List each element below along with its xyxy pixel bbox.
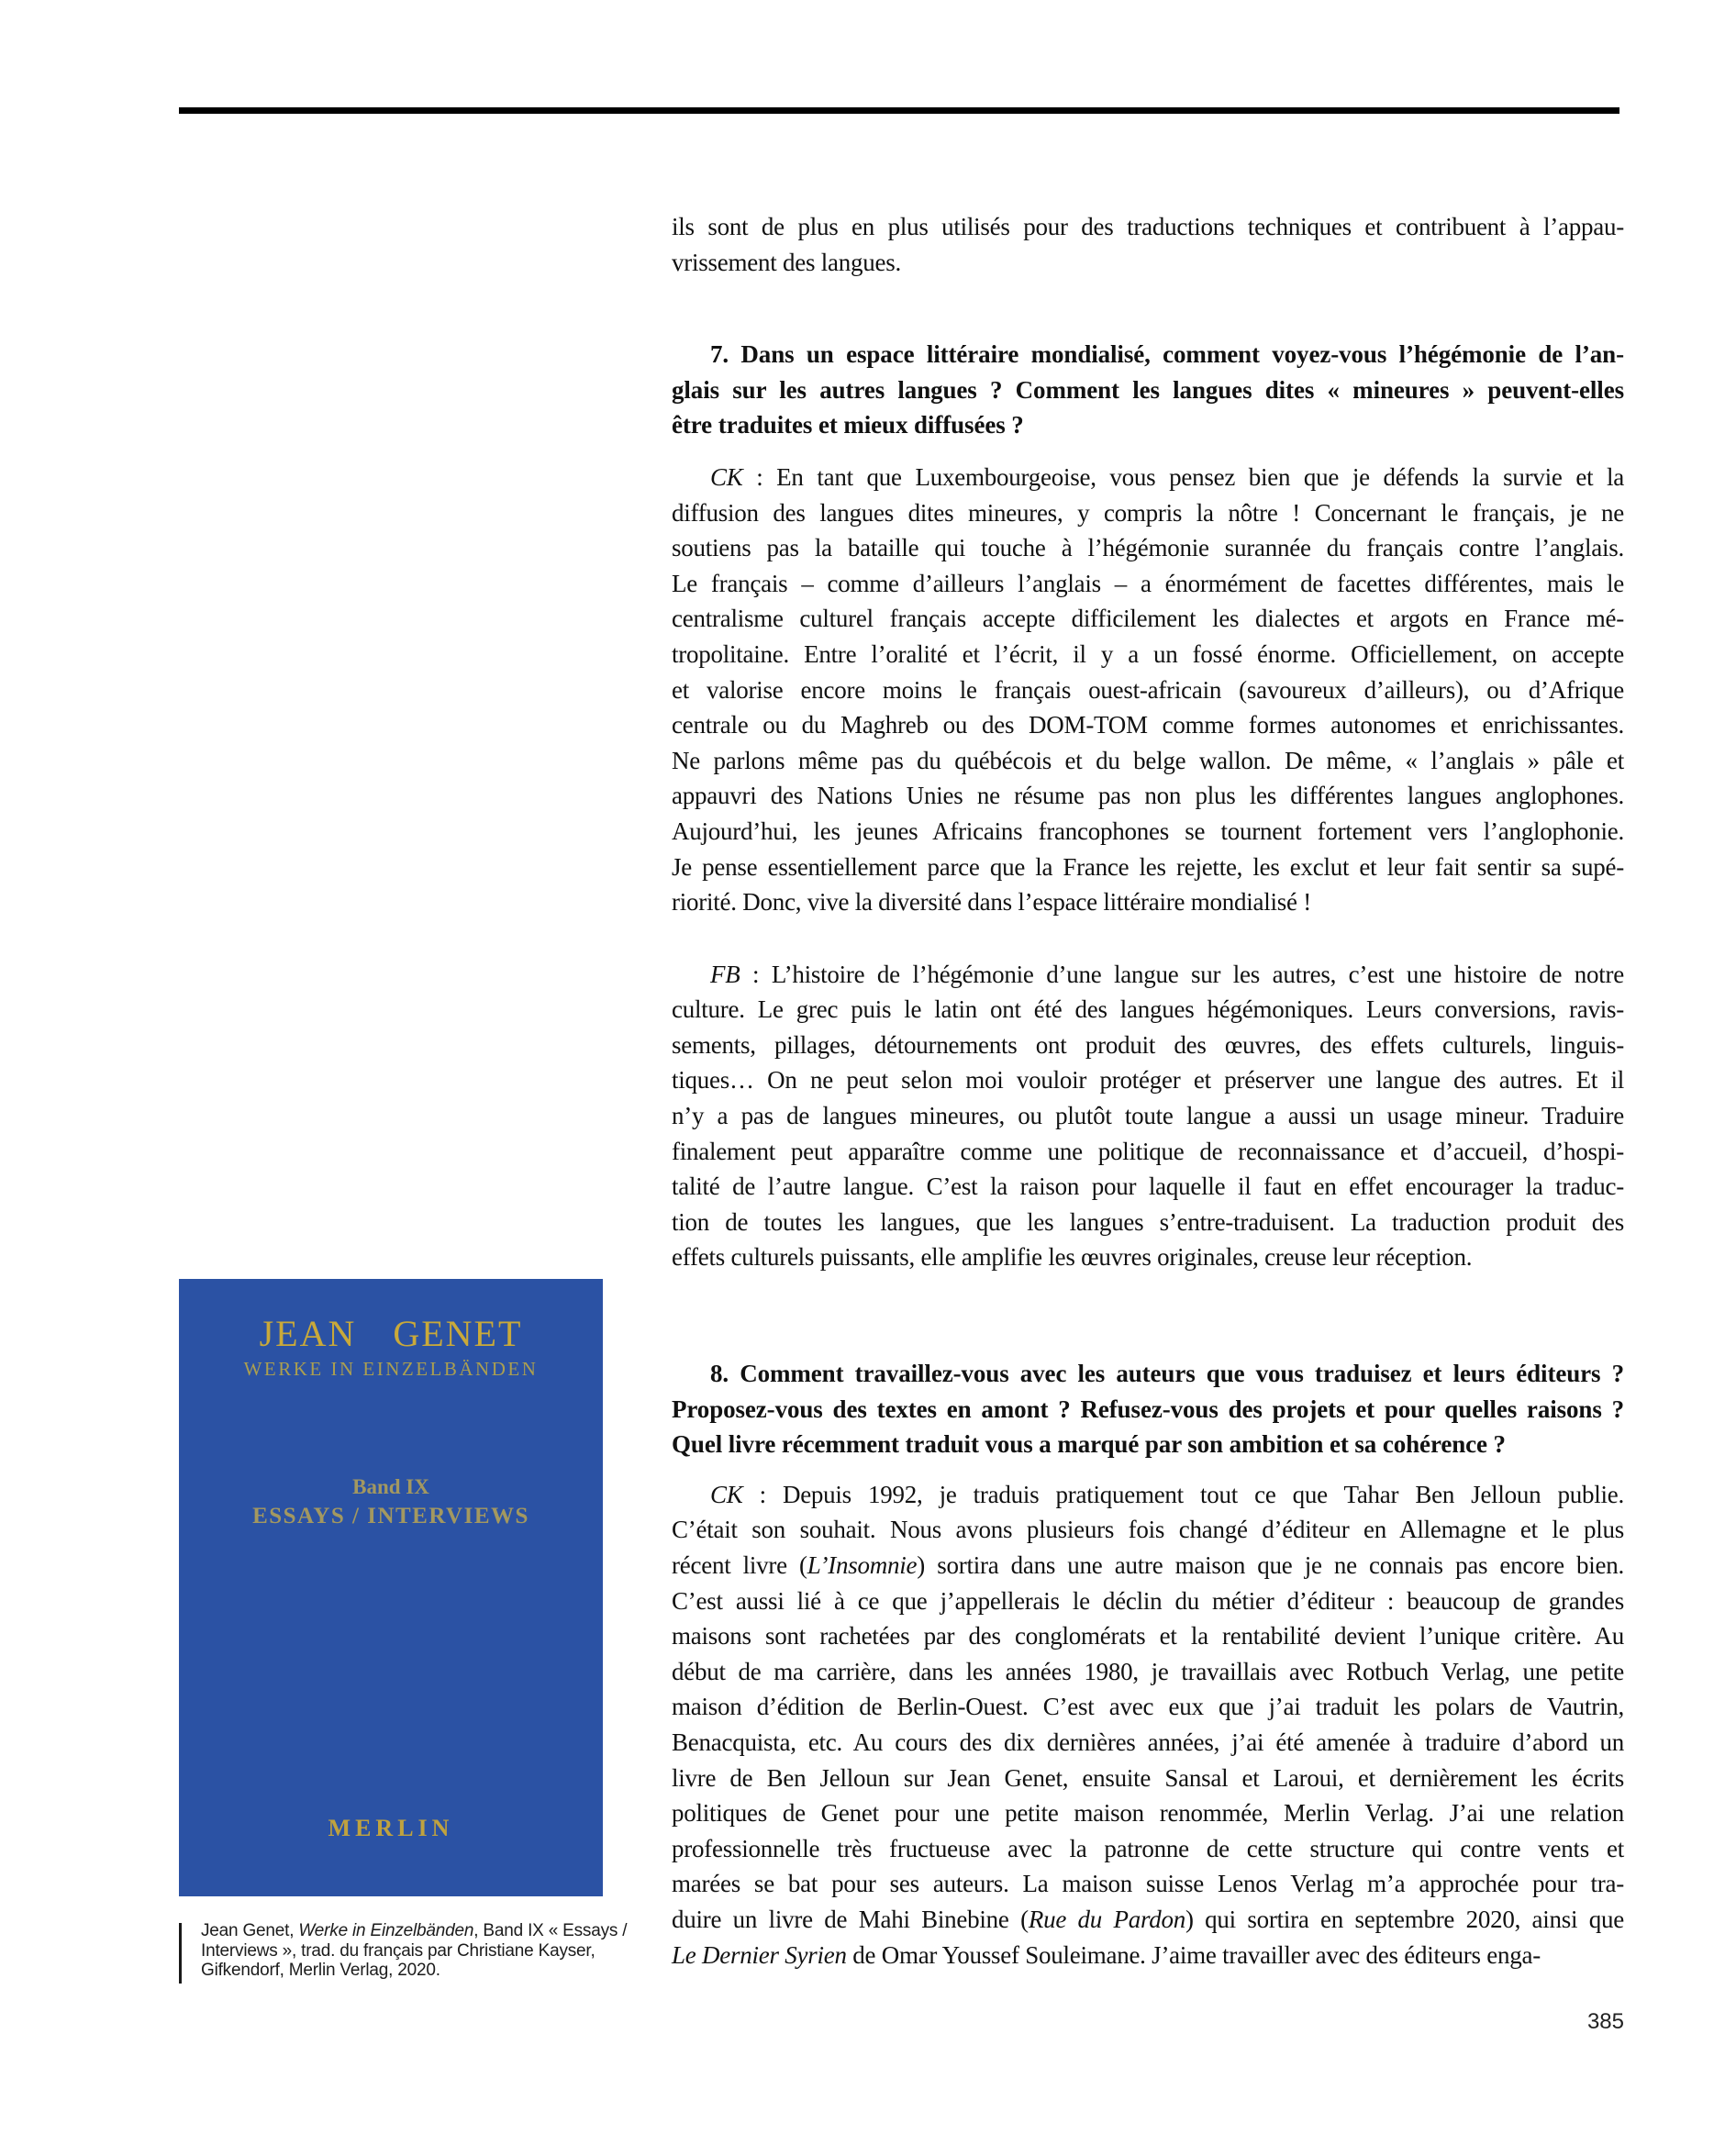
paragraph-line: vrissement des langues. xyxy=(672,248,901,276)
paragraph-line: professionnelle très fructueuse avec la patronne de cette structure qui contre vents et xyxy=(672,1834,1624,1862)
figure-caption xyxy=(201,1921,632,1981)
question-line: glais sur les autres langues ? Comment les langues dites « mineures » peuvent-elles xyxy=(672,375,1624,404)
paragraph-line: culture. Le grec puis le latin ont été des langues hégémoniques. Leurs conversions, ravis- xyxy=(672,995,1624,1024)
paragraph-line: riorité. Donc, vive la diversité dans l’espace littéraire mondialisé ! xyxy=(672,888,1311,917)
paragraph-line: n’y a pas de langues mineures, ou plutôt toute langue a aussi un usage mineur. Traduire xyxy=(672,1102,1624,1130)
paragraph-line: appauvri des Nations Unies ne résume pas non plus les différentes langues anglophones. xyxy=(672,782,1624,810)
cover-series-title: ESSAYS / INTERVIEWS xyxy=(252,1504,529,1528)
paragraph-line: FB : L’histoire de l’hégémonie d’une langue sur les autres, c’est une histoire de notre xyxy=(710,960,1624,988)
paragraph-line: talité de l’autre langue. C’est la raison pour laquelle il faut en effet encourager la traduc- xyxy=(672,1172,1624,1201)
cover-subtitle: WERKE IN EINZELBÄNDEN xyxy=(243,1358,539,1380)
question-line: Proposez-vous des textes en amont ? Refusez-vous des projets et pour quelles raisons ? xyxy=(672,1395,1624,1423)
paragraph-line: Ne parlons même pas du québécois et du belge wallon. De même, « l’anglais » pâle et xyxy=(672,746,1624,774)
answer-paragraph xyxy=(672,1477,1624,1973)
paragraph-line: CK : Depuis 1992, je traduis pratiquement tout ce que Tahar Ben Jelloun publie. xyxy=(710,1480,1624,1508)
paragraph-line: Le Dernier Syrien de Omar Youssef Souleimane. J’aime travailler avec des éditeurs enga- xyxy=(672,1940,1541,1969)
paragraph-line: tropolitaine. Entre l’oralité et l’écrit, il y a un fossé énorme. Officiellement, on accepte xyxy=(672,639,1624,668)
paragraph-line: politiques de Genet pour une petite maison renommée, Merlin Verlag. J’ai une relation xyxy=(672,1799,1624,1828)
paragraph-line: effets culturels puissants, elle amplifie les œuvres originales, creuse leur réception. xyxy=(672,1243,1473,1272)
paragraph-line: centralisme culturel français accepte difficilement les dialectes et argots en France mé- xyxy=(672,605,1624,633)
paragraph-line: CK : En tant que Luxembourgeoise, vous pensez bien que je défends la survie et la xyxy=(710,462,1624,491)
cover-title: JEAN GENET xyxy=(259,1313,523,1354)
article-text-column xyxy=(672,209,1624,1973)
caption-line: Interviews », trad. du français par Christiane Kayser, xyxy=(201,1940,595,1961)
paragraph-line: livre de Ben Jelloun sur Jean Genet, ensuite Sansal et Laroui, et dernièrement les écrits xyxy=(672,1763,1624,1792)
caption-line: Gifkendorf, Merlin Verlag, 2020. xyxy=(201,1961,440,1980)
paragraph-line: maisons sont rachetées par des conglomérats et la rentabilité devient l’unique critère. Au xyxy=(672,1622,1624,1650)
cover-publisher: MERLIN xyxy=(328,1815,454,1841)
paragraph-line: maison d’édition de Berlin-Ouest. C’est avec eux que j’ai traduit les polars de Vautrin, xyxy=(672,1693,1624,1721)
answer-paragraph xyxy=(672,209,1624,280)
paragraph-line: ils sont de plus en plus utilisés pour des traductions techniques et contribuent à l’appau- xyxy=(672,213,1624,240)
paragraph-line: C’est aussi lié à ce que j’appellerais le déclin du métier d’éditeur : beaucoup de grandes xyxy=(672,1586,1624,1615)
page-number: 385 xyxy=(1586,2009,1624,2034)
question-line: 7. Dans un espace littéraire mondialisé, comment voyez-vous l’hégémonie de l’an- xyxy=(710,340,1624,369)
paragraph-line: centrale ou du Maghreb ou des DOM-TOM comme formes autonomes et enrichissantes. xyxy=(672,711,1624,739)
paragraph-line: début de ma carrière, dans les années 1980, je travaillais avec Rotbuch Verlag, une petite xyxy=(672,1657,1624,1685)
question-line: être traduites et mieux diffusées ? xyxy=(672,411,1024,439)
top-rule xyxy=(179,107,1619,114)
paragraph-line: tiques… On ne peut selon moi vouloir protéger et préserver une langue des autres. Et il xyxy=(672,1066,1624,1095)
cover-band-number: Band IX xyxy=(352,1475,429,1498)
paragraph-line: soutiens pas la bataille qui touche à l’hégémonie surannée du français contre l’anglais. xyxy=(672,534,1624,562)
paragraph-line: C’était son souhait. Nous avons plusieurs fois changé d’éditeur en Allemagne et le plus xyxy=(672,1516,1624,1544)
question-line: Quel livre récemment traduit vous a marqué par son ambition et sa cohérence ? xyxy=(672,1430,1506,1459)
answer-paragraph xyxy=(672,460,1624,920)
paragraph-line: duire un livre de Mahi Binebine (Rue du Pardon) qui sortira en septembre 2020, ainsi que xyxy=(672,1905,1624,1933)
paragraph-line: diffusion des langues dites mineures, y compris la nôtre ! Concernant le français, je ne xyxy=(672,498,1624,527)
paragraph-line: Le français – comme d’ailleurs l’anglais – a énormément de facettes différentes, mais le xyxy=(672,569,1624,597)
caption-rule xyxy=(179,1923,182,1984)
question-line: 8. Comment travaillez-vous avec les auteurs que vous traduisez et leurs éditeurs ? xyxy=(710,1360,1624,1388)
paragraph-line: tion de toutes les langues, que les langues s’entre-traduisent. La traduction produit des xyxy=(672,1207,1624,1236)
question-heading xyxy=(672,1356,1624,1462)
paragraph-line: récent livre (L’Insomnie) sortira dans une autre maison que je ne connais pas encore bien. xyxy=(672,1551,1625,1579)
paragraph-line: Je pense essentiellement parce que la France les rejette, les exclut et leur fait sentir sa supé- xyxy=(672,852,1624,881)
answer-paragraph xyxy=(672,957,1624,1275)
paragraph-line: sements, pillages, détournements ont produit des œuvres, des effets culturels, linguis- xyxy=(672,1030,1624,1059)
caption-line: Jean Genet, Werke in Einzelbänden, Band IX « Essays / xyxy=(201,1921,628,1940)
paragraph-line: finalement peut apparaître comme une politique de reconnaissance et d’accueil, d’hospi- xyxy=(672,1137,1624,1165)
paragraph-line: Aujourd’hui, les jeunes Africains francophones se tournent fortement vers l’anglophonie. xyxy=(672,817,1624,845)
book-cover xyxy=(179,1279,603,1896)
paragraph-line: et valorise encore moins le français ouest-africain (savoureux d’ailleurs), ou d’Afrique xyxy=(672,675,1624,704)
paragraph-line: Benacquista, etc. Au cours des dix dernières années, j’ai été amenée à traduire d’abord un xyxy=(672,1728,1624,1756)
question-heading xyxy=(672,337,1624,443)
paragraph-line: marées se bat pour ses auteurs. La maison suisse Lenos Verlag m’a approchée pour tra- xyxy=(672,1870,1624,1898)
